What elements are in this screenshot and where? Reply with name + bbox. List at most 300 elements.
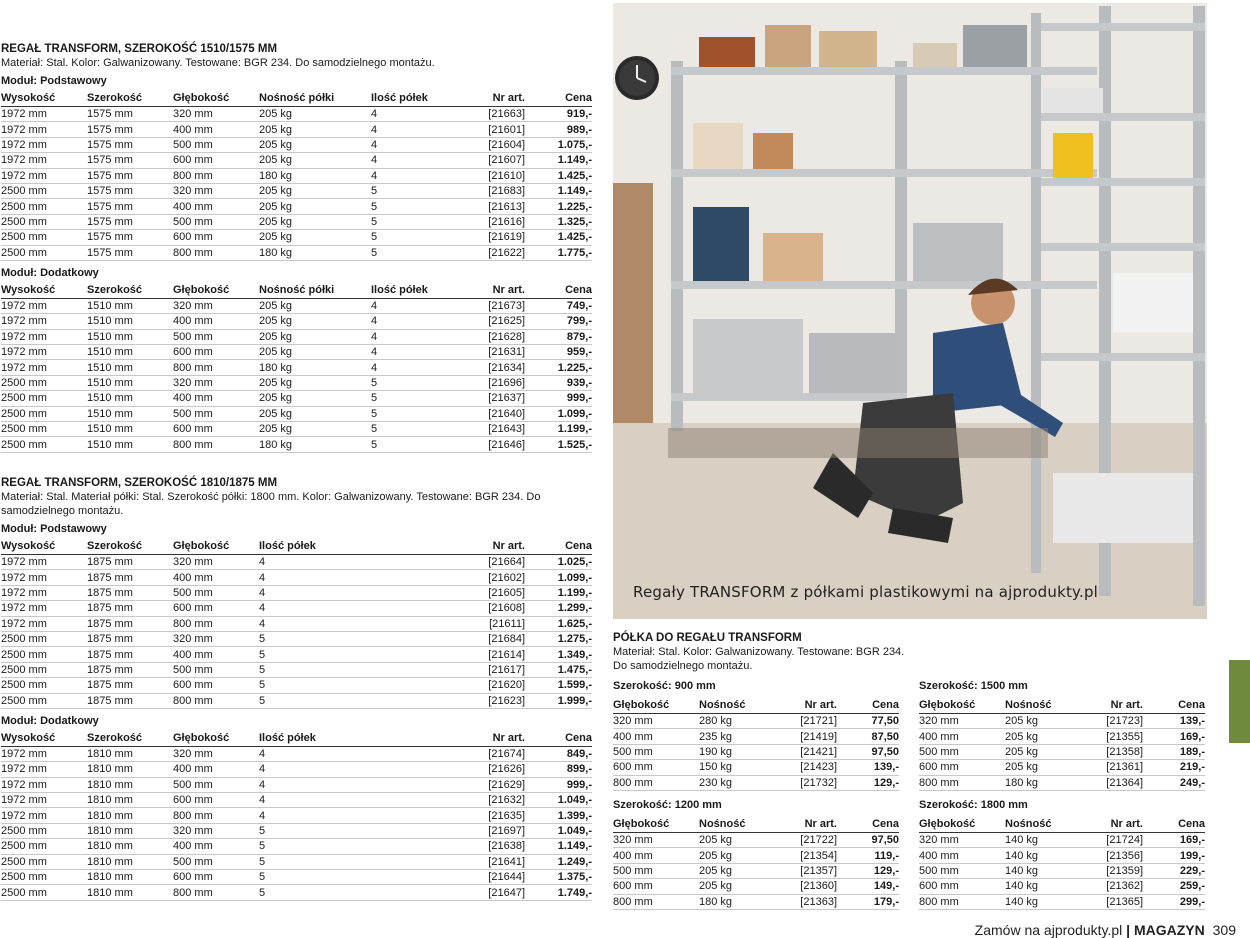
price-cell: 129,- (845, 863, 899, 878)
price-cell: 1.625,- (533, 616, 592, 631)
table-row (1, 422, 592, 437)
price-cell: 129,- (845, 775, 899, 790)
table-cell: 600 mm (173, 345, 259, 360)
article-number-cell: [21620] (441, 678, 533, 693)
section-title: REGAŁ TRANSFORM, SZEROKOŚĆ 1810/1875 MM (1, 477, 278, 489)
price-cell: 1.425,- (533, 230, 592, 245)
table-cell: 205 kg (259, 329, 371, 344)
table-cell: 1510 mm (87, 375, 173, 390)
table-cell: 5 (371, 422, 441, 437)
price-cell: 1.275,- (533, 631, 592, 646)
table-cell: 1875 mm (87, 601, 173, 616)
column-header: Nr art. (785, 816, 845, 833)
table-cell: 1972 mm (1, 762, 87, 777)
shelf-description: Materiał: Stal. Kolor: Galwanizowany. Testowane: BGR 234. Do samodzielnego montażu. (613, 646, 905, 672)
shelf-price-table (613, 816, 899, 910)
table-cell: 2500 mm (1, 375, 87, 390)
table-header-row (1, 282, 592, 299)
table-cell: 5 (371, 183, 441, 198)
article-number-cell: [21419] (785, 729, 845, 744)
table-cell: 1510 mm (87, 329, 173, 344)
price-cell: 1.099,- (533, 570, 592, 585)
table-row (1, 245, 592, 260)
table-cell: 1875 mm (87, 585, 173, 600)
shelf-width-label: Szerokość: 1500 mm (919, 680, 1028, 692)
article-number-cell: [21614] (441, 647, 533, 662)
table-row (919, 863, 1205, 878)
shelf-group-900 (613, 679, 899, 791)
shelf-width-label: Szerokość: 1200 mm (613, 799, 722, 811)
table-cell: 400 mm (613, 848, 699, 863)
table-cell: 320 mm (613, 714, 699, 729)
price-cell: 219,- (1151, 760, 1205, 775)
table-header-row (919, 816, 1205, 833)
table-cell: 1510 mm (87, 437, 173, 452)
section-title: REGAŁ TRANSFORM, SZEROKOŚĆ 1510/1575 MM (1, 43, 278, 55)
table-cell: 2500 mm (1, 183, 87, 198)
table-cell: 800 mm (173, 360, 259, 375)
table-cell: 2500 mm (1, 839, 87, 854)
table-cell: 1972 mm (1, 329, 87, 344)
price-cell: 1.349,- (533, 647, 592, 662)
price-cell: 939,- (533, 375, 592, 390)
table-cell: 1810 mm (87, 854, 173, 869)
column-header: Głębokość (613, 816, 699, 833)
article-number-cell: [21732] (785, 775, 845, 790)
table-cell: 1875 mm (87, 570, 173, 585)
table-row (919, 729, 1205, 744)
table-cell: 205 kg (259, 422, 371, 437)
table-cell: 320 mm (173, 183, 259, 198)
price-cell: 1.325,- (533, 214, 592, 229)
table-cell: 5 (371, 375, 441, 390)
article-number-cell: [21607] (441, 153, 533, 168)
table-cell: 320 mm (173, 631, 259, 646)
table-cell: 5 (371, 391, 441, 406)
article-number-cell: [21601] (441, 122, 533, 137)
column-header: Wysokość (1, 730, 87, 747)
column-header: Ilość półek (259, 538, 441, 555)
table-row (1, 870, 592, 885)
table-cell: 600 mm (919, 760, 1005, 775)
table-cell: 205 kg (259, 230, 371, 245)
table-cell: 800 mm (919, 894, 1005, 909)
table-row (1, 153, 592, 168)
table-cell: 5 (371, 214, 441, 229)
table-row (1, 693, 592, 708)
table-cell: 800 mm (173, 245, 259, 260)
table-row (1, 230, 592, 245)
article-number-cell: [21360] (785, 879, 845, 894)
column-header: Głębokość (613, 697, 699, 714)
column-header: Ilość półek (371, 90, 441, 107)
table-cell: 5 (259, 631, 441, 646)
table-cell: 5 (371, 230, 441, 245)
price-cell: 1.299,- (533, 601, 592, 616)
table-row (613, 729, 899, 744)
price-cell: 249,- (1151, 775, 1205, 790)
table-cell: 2500 mm (1, 647, 87, 662)
table-cell: 205 kg (1005, 714, 1091, 729)
table-row (1, 122, 592, 137)
table-cell: 400 mm (173, 762, 259, 777)
table-cell: 180 kg (259, 245, 371, 260)
column-header: Nr art. (1091, 697, 1151, 714)
table-cell: 400 mm (613, 729, 699, 744)
table-cell: 2500 mm (1, 678, 87, 693)
table-row (1, 375, 592, 390)
table-cell: 600 mm (173, 422, 259, 437)
price-cell: 179,- (845, 894, 899, 909)
table-cell: 1575 mm (87, 153, 173, 168)
table-cell: 320 mm (613, 833, 699, 848)
price-cell: 169,- (1151, 729, 1205, 744)
table-cell: 205 kg (259, 137, 371, 152)
table-cell: 1875 mm (87, 616, 173, 631)
article-number-cell: [21723] (1091, 714, 1151, 729)
table-cell: 400 mm (173, 647, 259, 662)
column-header: Nośność (699, 697, 785, 714)
table-cell: 4 (259, 777, 441, 792)
table-cell: 400 mm (173, 122, 259, 137)
table-row (1, 437, 592, 452)
table-cell: 1810 mm (87, 808, 173, 823)
table-row (1, 107, 592, 122)
article-number-cell: [21622] (441, 245, 533, 260)
table-cell: 1972 mm (1, 314, 87, 329)
table-cell: 2500 mm (1, 870, 87, 885)
table-row (919, 744, 1205, 759)
article-number-cell: [21646] (441, 437, 533, 452)
table-cell: 1972 mm (1, 777, 87, 792)
price-cell: 1.249,- (533, 854, 592, 869)
table-cell: 1972 mm (1, 345, 87, 360)
table-cell: 2500 mm (1, 437, 87, 452)
product-photo (613, 3, 1207, 619)
table-cell: 5 (259, 885, 441, 900)
table-cell: 5 (259, 870, 441, 885)
article-number-cell: [21641] (441, 854, 533, 869)
article-number-cell: [21355] (1091, 729, 1151, 744)
price-cell: 899,- (533, 762, 592, 777)
table-cell: 500 mm (613, 744, 699, 759)
table-cell: 1875 mm (87, 631, 173, 646)
table-row (919, 775, 1205, 790)
price-cell: 799,- (533, 314, 592, 329)
article-number-cell: [21629] (441, 777, 533, 792)
table-cell: 400 mm (919, 729, 1005, 744)
article-number-cell: [21613] (441, 199, 533, 214)
price-table-basic (1, 90, 592, 261)
table-cell: 5 (371, 437, 441, 452)
column-header: Szerokość (87, 730, 173, 747)
article-number-cell: [21359] (1091, 863, 1151, 878)
table-row (1, 662, 592, 677)
table-row (919, 894, 1205, 909)
table-cell: 180 kg (259, 437, 371, 452)
shelf-group-1800 (919, 798, 1205, 910)
table-cell: 500 mm (173, 585, 259, 600)
table-cell: 4 (371, 345, 441, 360)
table-cell: 1972 mm (1, 585, 87, 600)
table-cell: 2500 mm (1, 823, 87, 838)
table-cell: 600 mm (173, 793, 259, 808)
shelf-width-label: Szerokość: 900 mm (613, 680, 716, 692)
table-cell: 800 mm (173, 885, 259, 900)
table-cell: 1972 mm (1, 793, 87, 808)
shelf-group-1200 (613, 798, 899, 910)
table-cell: 1810 mm (87, 839, 173, 854)
table-cell: 500 mm (919, 863, 1005, 878)
table-cell: 5 (259, 678, 441, 693)
table-cell: 1972 mm (1, 107, 87, 122)
table-cell: 2500 mm (1, 854, 87, 869)
price-cell: 87,50 (845, 729, 899, 744)
table-cell: 2500 mm (1, 662, 87, 677)
price-cell: 1.049,- (533, 823, 592, 838)
table-cell: 205 kg (699, 863, 785, 878)
table-header-row (1, 730, 592, 747)
article-number-cell: [21617] (441, 662, 533, 677)
table-row (613, 894, 899, 909)
article-number-cell: [21358] (1091, 744, 1151, 759)
table-cell: 205 kg (699, 833, 785, 848)
table-cell: 1875 mm (87, 555, 173, 570)
table-row (1, 570, 592, 585)
column-header: Wysokość (1, 538, 87, 555)
table-cell: 205 kg (259, 199, 371, 214)
article-number-cell: [21421] (785, 744, 845, 759)
table-row (1, 183, 592, 198)
price-cell: 1.475,- (533, 662, 592, 677)
table-cell: 1810 mm (87, 746, 173, 761)
table-row (1, 793, 592, 808)
column-header: Głębokość (173, 282, 259, 299)
section-transform-1575 (1, 42, 592, 453)
price-cell: 999,- (533, 391, 592, 406)
article-number-cell: [21363] (785, 894, 845, 909)
table-cell: 500 mm (173, 777, 259, 792)
price-cell: 139,- (845, 760, 899, 775)
price-cell: 299,- (1151, 894, 1205, 909)
table-cell: 600 mm (613, 760, 699, 775)
table-cell: 400 mm (173, 391, 259, 406)
column-header: Nr art. (785, 697, 845, 714)
table-row (919, 848, 1205, 863)
photo-caption: Regały TRANSFORM z półkami plastikowymi na ajprodukty.pl (633, 583, 1099, 601)
module-label: Moduł: Dodatkowy (1, 266, 99, 279)
table-cell: 1972 mm (1, 360, 87, 375)
table-cell: 800 mm (613, 894, 699, 909)
table-row (1, 555, 592, 570)
table-cell: 800 mm (613, 775, 699, 790)
table-cell: 5 (371, 406, 441, 421)
table-row (613, 863, 899, 878)
table-cell: 500 mm (173, 854, 259, 869)
table-cell: 800 mm (173, 168, 259, 183)
table-cell: 140 kg (1005, 879, 1091, 894)
article-number-cell: [21623] (441, 693, 533, 708)
price-cell: 259,- (1151, 879, 1205, 894)
table-cell: 180 kg (259, 360, 371, 375)
table-header-row (1, 538, 592, 555)
table-cell: 4 (259, 555, 441, 570)
price-cell: 119,- (845, 848, 899, 863)
article-number-cell: [21610] (441, 168, 533, 183)
table-cell: 4 (259, 793, 441, 808)
table-row (613, 744, 899, 759)
table-cell: 400 mm (173, 570, 259, 585)
shelf-price-table (919, 697, 1205, 791)
table-cell: 1510 mm (87, 406, 173, 421)
price-cell: 1.099,- (533, 406, 592, 421)
article-number-cell: [21611] (441, 616, 533, 631)
table-row (613, 775, 899, 790)
article-number-cell: [21356] (1091, 848, 1151, 863)
article-number-cell: [21684] (441, 631, 533, 646)
table-row (1, 746, 592, 761)
price-cell: 919,- (533, 107, 592, 122)
column-header: Nośność półki (259, 90, 371, 107)
table-row (1, 199, 592, 214)
table-row (1, 762, 592, 777)
table-cell: 205 kg (699, 848, 785, 863)
article-number-cell: [21683] (441, 183, 533, 198)
table-cell: 1972 mm (1, 137, 87, 152)
table-cell: 5 (259, 854, 441, 869)
table-cell: 205 kg (259, 406, 371, 421)
column-header: Głębokość (173, 538, 259, 555)
table-cell: 4 (371, 153, 441, 168)
table-cell: 5 (371, 245, 441, 260)
price-cell: 849,- (533, 746, 592, 761)
price-cell: 1.599,- (533, 678, 592, 693)
table-row (1, 631, 592, 646)
price-cell: 229,- (1151, 863, 1205, 878)
table-cell: 1972 mm (1, 555, 87, 570)
table-cell: 1575 mm (87, 199, 173, 214)
table-row (1, 601, 592, 616)
price-cell: 749,- (533, 298, 592, 313)
table-cell: 1810 mm (87, 823, 173, 838)
table-cell: 320 mm (173, 298, 259, 313)
table-cell: 500 mm (919, 744, 1005, 759)
price-cell: 1.375,- (533, 870, 592, 885)
table-cell: 190 kg (699, 744, 785, 759)
table-cell: 600 mm (173, 601, 259, 616)
table-cell: 205 kg (1005, 744, 1091, 759)
price-table-basic (1, 538, 592, 709)
price-cell: 879,- (533, 329, 592, 344)
table-cell: 180 kg (259, 168, 371, 183)
column-header: Nośność półki (259, 282, 371, 299)
table-row (919, 714, 1205, 729)
column-header: Nr art. (441, 730, 533, 747)
table-cell: 230 kg (699, 775, 785, 790)
article-number-cell: [21626] (441, 762, 533, 777)
article-number-cell: [21643] (441, 422, 533, 437)
article-number-cell: [21664] (441, 555, 533, 570)
table-cell: 1810 mm (87, 793, 173, 808)
table-row (1, 298, 592, 313)
shelf-price-table (919, 816, 1205, 910)
table-cell: 500 mm (173, 662, 259, 677)
table-cell: 205 kg (1005, 760, 1091, 775)
table-cell: 2500 mm (1, 391, 87, 406)
article-number-cell: [21423] (785, 760, 845, 775)
article-number-cell: [21364] (1091, 775, 1151, 790)
article-number-cell: [21604] (441, 137, 533, 152)
column-header: Szerokość (87, 282, 173, 299)
table-cell: 205 kg (259, 375, 371, 390)
column-header: Wysokość (1, 90, 87, 107)
column-header: Nośność (1005, 697, 1091, 714)
table-cell: 280 kg (699, 714, 785, 729)
table-cell: 205 kg (259, 345, 371, 360)
table-row (1, 214, 592, 229)
table-cell: 4 (259, 746, 441, 761)
table-cell: 150 kg (699, 760, 785, 775)
column-header: Cena (845, 697, 899, 714)
article-number-cell: [21361] (1091, 760, 1151, 775)
table-cell: 2500 mm (1, 214, 87, 229)
footer-order-link[interactable]: Zamów na ajprodukty.pl (974, 922, 1123, 938)
table-cell: 1875 mm (87, 693, 173, 708)
table-cell: 800 mm (919, 775, 1005, 790)
section-description: Materiał: Stal. Kolor: Galwanizowany. Testowane: BGR 234. Do samodzielnego montażu. (1, 57, 435, 69)
price-cell: 1.525,- (533, 437, 592, 452)
section-description: Materiał: Stal. Materiał półki: Stal. Szerokość półki: 1800 mm. Kolor: Galwanizowany. Testowane: BGR 234. Do samodzielnego montażu. (1, 491, 541, 517)
column-header: Nośność (699, 816, 785, 833)
article-number-cell: [21647] (441, 885, 533, 900)
module-label: Moduł: Podstawowy (1, 75, 107, 87)
price-cell: 1.149,- (533, 153, 592, 168)
article-number-cell: [21696] (441, 375, 533, 390)
column-header: Nośność (1005, 816, 1091, 833)
table-cell: 320 mm (919, 714, 1005, 729)
table-cell: 2500 mm (1, 693, 87, 708)
article-number-cell: [21625] (441, 314, 533, 329)
column-header: Nr art. (441, 538, 533, 555)
price-cell: 959,- (533, 345, 592, 360)
table-cell: 5 (259, 839, 441, 854)
table-cell: 1575 mm (87, 107, 173, 122)
table-cell: 2500 mm (1, 631, 87, 646)
article-number-cell: [21635] (441, 808, 533, 823)
table-row (613, 833, 899, 848)
table-row (1, 314, 592, 329)
table-cell: 4 (259, 616, 441, 631)
column-header: Nr art. (441, 282, 533, 299)
table-cell: 5 (371, 199, 441, 214)
table-cell: 205 kg (259, 391, 371, 406)
table-cell: 5 (259, 823, 441, 838)
price-cell: 999,- (533, 777, 592, 792)
article-number-cell: [21357] (785, 863, 845, 878)
price-table-additional (1, 730, 592, 901)
shelf-width-label: Szerokość: 1800 mm (919, 799, 1028, 811)
price-cell: 1.075,- (533, 137, 592, 152)
table-header-row (919, 697, 1205, 714)
column-header: Cena (1151, 816, 1205, 833)
table-row (919, 879, 1205, 894)
article-number-cell: [21644] (441, 870, 533, 885)
shelf-price-table (613, 697, 899, 791)
table-cell: 1810 mm (87, 762, 173, 777)
article-number-cell: [21632] (441, 793, 533, 808)
footer-magazine: MAGAZYN (1133, 922, 1205, 938)
price-cell: 1.225,- (533, 199, 592, 214)
